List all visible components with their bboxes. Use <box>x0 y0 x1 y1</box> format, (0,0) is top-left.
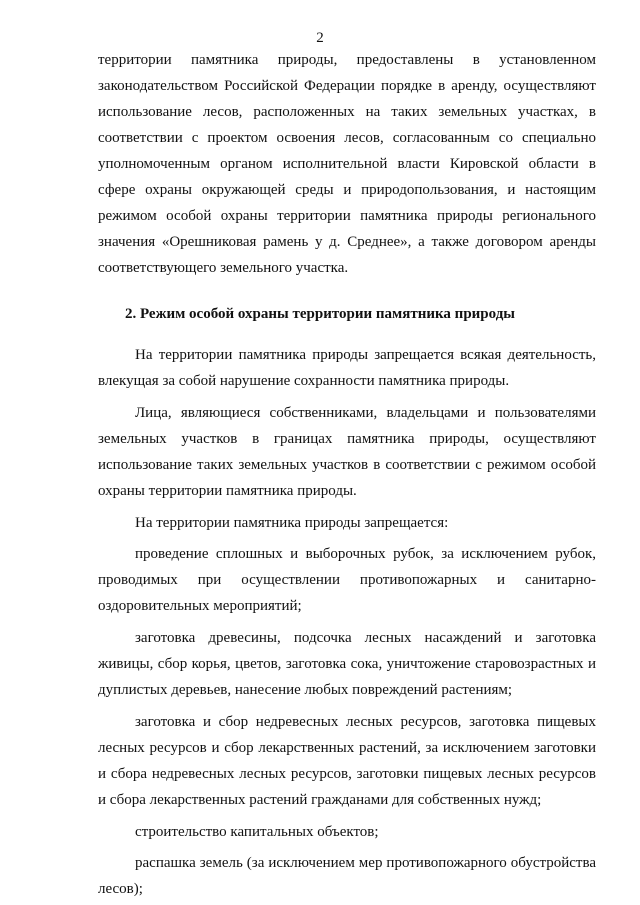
intro-paragraph: территории памятника природы, предоставлены в установленном законодательством Российской Федерации порядке в аренду, осуществляют использование лесов, расположенных на таких земельных участках, в соответствии с проектом освоения лесов, согласованным со специально уполномоченным органом исполнительной власти Кировской области в сфере охраны окружающей среды и природопользования, и настоящим режимом особой охраны территории памятника природы регионального значения «Орешниковая рамень у д. Среднее», а также договором аренды соответствующего земельного участка. <box>98 52 596 276</box>
section-body <box>98 342 596 902</box>
paragraph: На территории памятника природы запрещается: <box>135 515 449 531</box>
section-heading: 2. Режим особой охраны территории памятника природы <box>124 306 516 322</box>
list-item: строительство капитальных объектов; <box>135 824 379 840</box>
paragraph: Лица, являющиеся собственниками, владельцами и пользователями земельных участков в границах памятника природы, осуществляют использование таких земельных участков в соответствии с режимом особой охраны территории памятника природы. <box>98 405 596 499</box>
list-item: распашка земель (за исключением мер противопожарного обустройства лесов); <box>98 855 596 897</box>
intro-block <box>98 47 596 281</box>
page-number: 2 <box>316 30 324 46</box>
list-item: заготовка древесины, подсочка лесных насаждений и заготовка живицы, сбор корья, цветов, заготовка сока, уничтожение старовозрастных и дуплистых деревьев, нанесение любых повреждений растениям; <box>98 630 596 698</box>
paragraph: На территории памятника природы запрещается всякая деятельность, влекущая за собой нарушение сохранности памятника природы. <box>98 347 596 389</box>
list-item: заготовка и сбор недревесных лесных ресурсов, заготовка пищевых лесных ресурсов и сбор лекарственных растений, за исключением заготовки и сбора недревесных лесных ресурсов, заготовки пищевых лесных ресурсов и сбора лекарственных растений гражданами для собственных нужд; <box>98 714 596 808</box>
list-item: проведение сплошных и выборочных рубок, за исключением рубок, проводимых при осуществлении противопожарных и санитарно-оздоровительных мероприятий; <box>98 546 596 614</box>
